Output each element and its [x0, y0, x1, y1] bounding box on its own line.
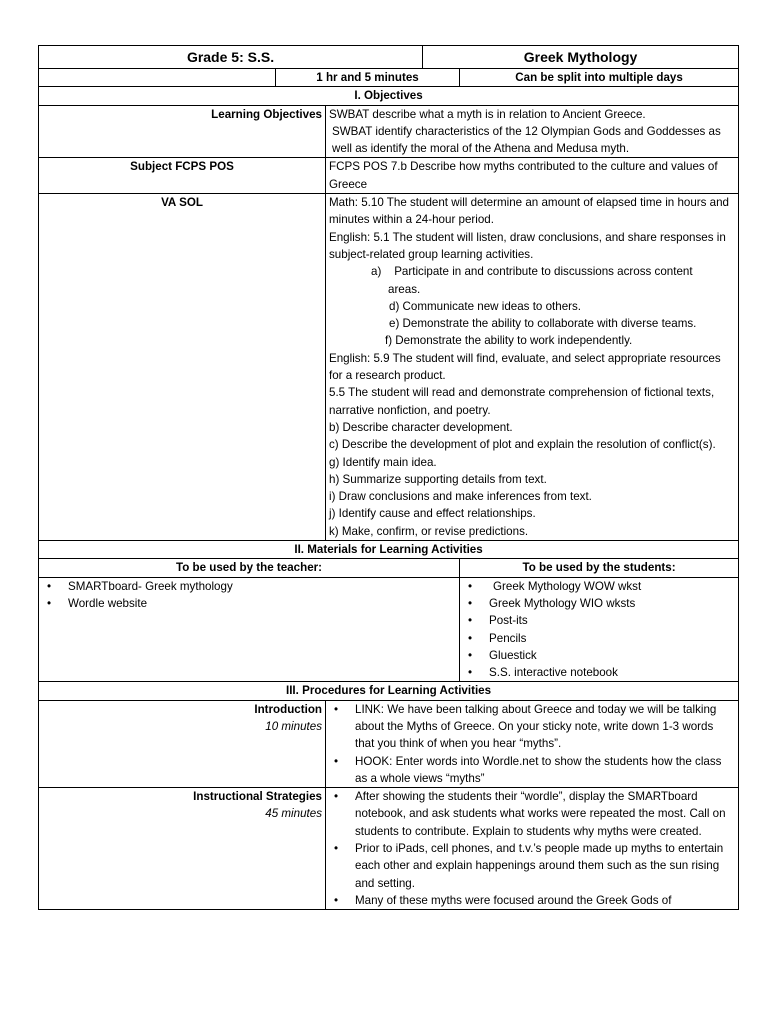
fcps-row: [39, 158, 739, 194]
list-item: • SMARTboard- Greek mythology: [42, 578, 456, 595]
introduction-list: [329, 701, 735, 787]
list-item: • Greek Mythology WOW wkst: [463, 578, 735, 595]
sol-english-5-1-f: f) Demonstrate the ability to work independently.: [385, 334, 633, 348]
teacher-materials-list: [42, 578, 456, 613]
grade-label: Grade 5: S.S.: [39, 46, 423, 69]
duration-row: [39, 69, 739, 87]
sol-item: k) Make, confirm, or revise predictions.: [329, 524, 529, 538]
introduction-content: [326, 700, 739, 787]
list-item: • HOOK: Enter words into Wordle.net to show the students how the class as a whole views “myths”: [329, 753, 735, 788]
student-materials-list: [463, 578, 735, 682]
list-item: • Gluestick: [463, 647, 735, 664]
va-sol-text: [326, 194, 739, 541]
sol-item: h) Summarize supporting details from text.: [329, 472, 547, 486]
blank-cell: [39, 69, 276, 87]
materials-labels-row: [39, 559, 739, 577]
objectives-heading-row: [39, 87, 739, 105]
sol-5-5: 5.5 The student will read and demonstrate comprehension of fictional texts, narrative nonfiction, and poetry.: [329, 386, 715, 417]
sol-item: b) Describe character development.: [329, 420, 513, 434]
strategies-time: 45 minutes: [265, 807, 322, 821]
list-item: • Greek Mythology WIO wksts: [463, 595, 735, 612]
fcps-label: Subject FCPS POS: [39, 158, 326, 194]
introduction-label-cell: [39, 700, 326, 787]
lesson-plan-table: [38, 45, 739, 910]
objectives-heading: I. Objectives: [39, 87, 739, 105]
list-item: • Pencils: [463, 630, 735, 647]
list-item: • After showing the students their “wordle”, display the SMARTboard notebook, and ask students what works were repeated the most. Call on students to contribute. Explain to students why myths were created.: [329, 788, 735, 840]
list-marker: a): [371, 265, 382, 279]
va-sol-row: [39, 194, 739, 541]
learning-objectives-text: [326, 105, 739, 158]
student-materials-label: To be used by the students:: [460, 559, 739, 577]
teacher-materials-label: To be used by the teacher:: [39, 559, 460, 577]
sol-english-5-9: English: 5.9 The student will find, evaluate, and select appropriate resources for a research product.: [329, 351, 721, 383]
strategies-list: [329, 788, 735, 909]
sol-english-5-1-e: e) Demonstrate the ability to collaborate with diverse teams.: [389, 317, 697, 331]
sol-math: Math: 5.10 The student will determine an amount of elapsed time in hours and minutes within a 24-hour period.: [329, 196, 730, 227]
sol-english-5-1: English: 5.1 The student will listen, draw conclusions, and share responses in subject-related group learning activities.: [329, 230, 726, 261]
procedures-heading: III. Procedures for Learning Activities: [39, 682, 739, 700]
list-item: • Post-its: [463, 612, 735, 629]
list-item: • Prior to iPads, cell phones, and t.v.’s people made up myths to entertain each other and explain happenings around them such as the sun rising and setting.: [329, 840, 735, 892]
list-item: • LINK: We have been talking about Greece and today we will be talking about the Myths of Greece. On your sticky note, write down 1-3 words that you think of when you hear “myths”.: [329, 701, 735, 753]
learning-objectives-row: [39, 105, 739, 158]
learning-objective-1: SWBAT describe what a myth is in relation to Ancient Greece.: [329, 107, 646, 121]
instructional-strategies-row: [39, 788, 739, 910]
sol-item: g) Identify main idea.: [329, 455, 437, 469]
list-item: • Many of these myths were focused around the Greek Gods of: [329, 892, 735, 909]
sol-item: j) Identify cause and effect relationships.: [329, 507, 536, 521]
title-row: [39, 46, 739, 69]
list-item: • Wordle website: [42, 595, 456, 612]
learning-objectives-label: Learning Objectives: [39, 105, 326, 158]
materials-heading-row: [39, 541, 739, 559]
topic-label: Greek Mythology: [423, 46, 739, 69]
sol-item: i) Draw conclusions and make inferences from text.: [329, 490, 592, 504]
materials-heading: II. Materials for Learning Activities: [39, 541, 739, 559]
materials-lists-row: [39, 577, 739, 682]
introduction-row: [39, 700, 739, 787]
introduction-label: Introduction: [254, 702, 322, 716]
learning-objective-2: SWBAT identify characteristics of the 12 Olympian Gods and Goddesses as well as identify the moral of the Athena and Medusa myth.: [332, 124, 721, 156]
sol-english-5-1-d: d) Communicate new ideas to others.: [389, 299, 582, 313]
sol-english-5-1-a: [329, 263, 735, 280]
strategies-content: [326, 788, 739, 910]
teacher-materials-cell: [39, 577, 460, 682]
student-materials-cell: [460, 577, 739, 682]
split-note: Can be split into multiple days: [460, 69, 739, 87]
duration-label: 1 hr and 5 minutes: [276, 69, 460, 87]
strategies-label-cell: [39, 788, 326, 910]
lesson-plan-document: [38, 45, 738, 910]
sol-item: c) Describe the development of plot and explain the resolution of conflict(s).: [329, 438, 716, 452]
sol-english-5-1-a-cont: areas.: [388, 282, 421, 296]
introduction-time: 10 minutes: [265, 719, 322, 733]
strategies-label: Instructional Strategies: [193, 790, 322, 804]
procedures-heading-row: [39, 682, 739, 700]
list-item: • S.S. interactive notebook: [463, 664, 735, 681]
sol-english-5-1-a-text: Participate in and contribute to discussions across content: [394, 265, 693, 279]
fcps-text: FCPS POS 7.b Describe how myths contributed to the culture and values of Greece: [326, 158, 739, 194]
va-sol-label: VA SOL: [39, 194, 326, 541]
